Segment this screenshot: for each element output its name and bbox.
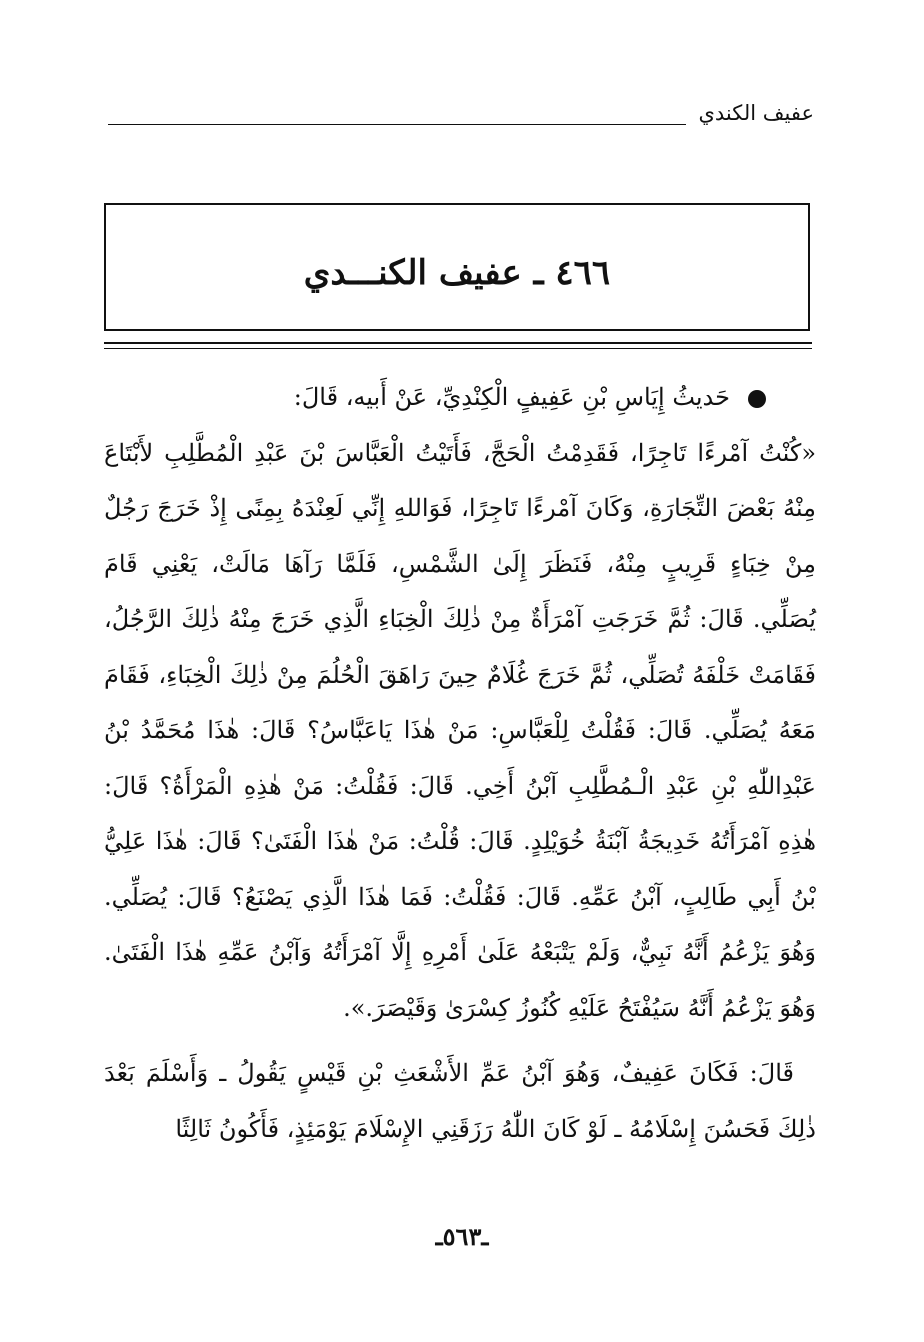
paragraph-1: «كُنْتُ آمْرءًا تَاجِرًا، فَقَدِمْتُ الْحَجَّ، فَأَتَيْتُ الْعَبَّاسَ بْنَ عَبْدِ الْمُطَّلِبِ لأَبْتَاعَ مِنْهُ بَعْضَ التِّجَارَةِ، وَكَانَ آمْرءًا تَاجِرًا، فَوَاللهِ إِنِّي لَعِنْدَهُ بِمِنًى إِذْ خَرَجَ رَجُلٌ مِنْ خِبَاءٍ قَرِيبٍ مِنْهُ، فَنَظَرَ إِلَىٰ الشَّمْسِ، فَلَمَّا رَآهَا مَالَتْ، يَعْنِي قَامَ يُصَلِّي. قَالَ: ثُمَّ خَرَجَتِ آمْرَأَةٌ مِنْ ذٰلِكَ الْخِبَاءِ الَّذِي خَرَجَ مِنْهُ ذٰلِكَ الرَّجُلُ، فَقَامَتْ خَلْفَهُ تُصَلِّي، ثُمَّ خَرَجَ غُلَامٌ حِينَ رَاهَقَ الْحُلُمَ مِنْ ذٰلِكَ الْخِبَاءِ، فَقَامَ مَعَهُ يُصَلِّي. قَالَ: فَقُلْتُ لِلْعَبَّاسِ: مَنْ هٰذَا يَاعَبَّاسُ؟ قَالَ: هٰذَا مُحَمَّدُ بْنُ عَبْدِاللّٰهِ بْنِ عَبْدِ الْـمُطَّلِبِ آبْنُ أَخِي. قَالَ: فَقُلْتُ: مَنْ هٰذِهِ الْمَرْأَةُ؟ قَالَ: هٰذِهِ آمْرَأَتُهُ خَدِيجَةُ آبْنَةُ خُوَيْلِدٍ. قَالَ: قُلْتُ: مَنْ هٰذَا الْفَتَىٰ؟ قَالَ: هٰذَا عَلِيُّ بْنُ أَبِي طَالِبٍ، آبْنُ عَمِّهِ. قَالَ: فَقُلْتُ: فَمَا هٰذَا الَّذِي يَصْنَعُ؟ قَالَ: يُصَلِّي. وَهُوَ يَزْعُمُ أَنَّهُ نَبِيٌّ، وَلَمْ يَتْبَعْهُ عَلَىٰ أَمْرِهِ إِلَّا آمْرَأَتُهُ وَآبْنُ عَمِّهِ هٰذَا الْفَتَىٰ. وَهُوَ يَزْعُمُ أَنَّهُ سَيُفْتَحُ عَلَيْهِ كُنُوزُ كِسْرَىٰ وَقَيْصَرَ.».: [104, 438, 816, 1022]
body-text: [104, 370, 816, 1157]
intro-text: حَديثُ إِيَاسِ بْنِ عَفِيفٍ الْكِنْدِيِّ، عَنْ أَبيه، قَالَ:: [293, 383, 730, 411]
page-number: ـ٥٦٣ـ: [435, 1222, 489, 1251]
chapter-title: ٤٦٦ ـ عفيف الكنـــدي: [303, 253, 611, 293]
running-header: [108, 96, 814, 130]
bullet-icon: [748, 390, 766, 408]
chapter-title-box: [104, 203, 810, 331]
intro-line: [104, 370, 816, 426]
running-header-title: عفيف الكندي: [698, 101, 814, 125]
paragraph-2: قَالَ: فَكَانَ عَفِيفٌ، وَهُوَ آبْنُ عَمِّ الأَشْعَثِ بْنِ قَيْسٍ يَقُولُ ـ وَأَسْلَمَ بَعْدَ ذٰلِكَ فَحَسُنَ إِسْلَامُهُ ـ لَوْ كَانَ اللّٰهُ رَزَقَنِي الإِسْلَامَ يَوْمَئِذٍ، فَأَكُونُ ثَالِثًا: [104, 1059, 816, 1143]
title-divider: [104, 342, 812, 349]
header-rule: [108, 124, 686, 125]
